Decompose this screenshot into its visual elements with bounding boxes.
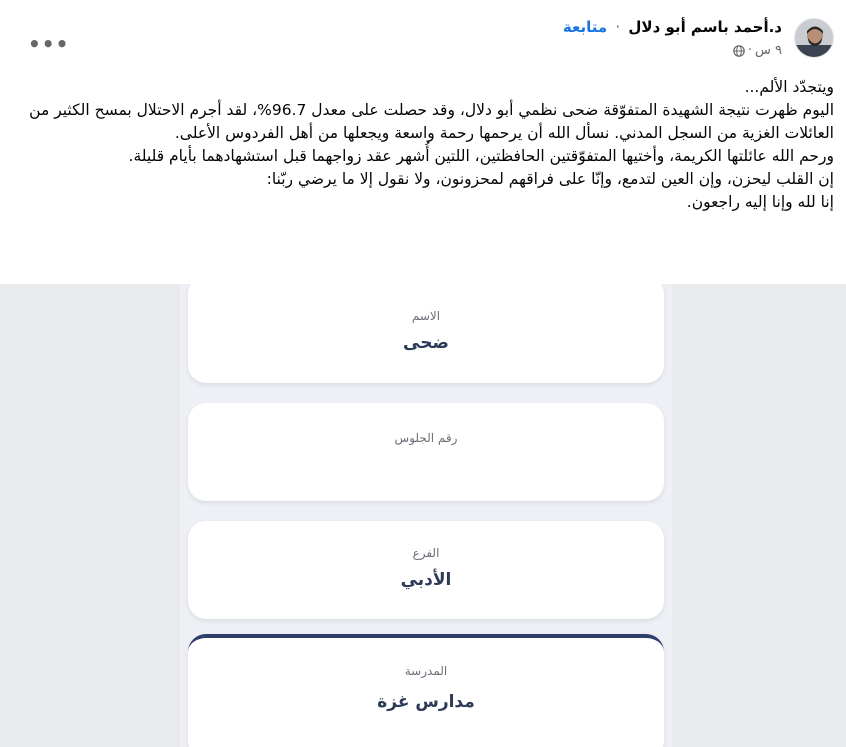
branch-label: الفرع	[412, 546, 440, 560]
post-body	[12, 76, 834, 214]
seat-number-label: رقم الجلوس	[394, 431, 458, 445]
name-value: ضحى	[403, 333, 449, 353]
post-image[interactable]	[0, 284, 846, 747]
result-screenshot	[180, 284, 672, 747]
author-avatar[interactable]	[794, 18, 834, 58]
school-label: المدرسة	[404, 664, 448, 678]
globe-icon[interactable]	[733, 45, 745, 57]
branch-value: الأدبي	[400, 570, 452, 590]
author-name[interactable]: د.أحمد باسم أبو دلال	[628, 18, 782, 36]
more-options-icon[interactable]: •••	[28, 32, 70, 56]
separator-dot: ·	[615, 18, 621, 36]
post-meta	[733, 43, 782, 58]
name-label: الاسم	[411, 309, 441, 323]
seat-number-card	[188, 403, 664, 501]
author-line	[563, 18, 782, 36]
post-text-line: إنا لله وإنا إليه راجعون.	[686, 193, 834, 211]
post-text-line: ورحم الله عائلتها الكريمة، وأختيها المتفوّقتين الحافظتين، اللتين أُشهر عقد زواجهما قبل استشهادهما بأيام قليلة.	[128, 147, 834, 165]
post-time[interactable]: ٩ س	[755, 43, 782, 58]
avatar-image	[795, 19, 834, 58]
post-header	[0, 10, 846, 66]
school-value: مدارس غزة	[377, 692, 475, 712]
post-text-line: ويتجدّد الألم...	[744, 78, 834, 96]
name-card	[188, 284, 664, 383]
post-text-line: اليوم ظهرت نتيجة الشهيدة المتفوّقة ضحى نظمي أبو دلال، وقد حصلت على معدل 96.7%، لقد أجرم الاحتلال بمسح الكثير من العائلات الغزية من السجل المدني. نسأل الله أن يرحمها رحمة واسعة ويجعلها من أهل الفردوس الأعلى.	[29, 101, 834, 142]
meta-separator: ·	[747, 43, 752, 58]
school-card	[188, 634, 664, 747]
post-text-line: إن القلب ليحزن، وإن العين لتدمع، وإنّا على فراقهم لمحزونون، ولا نقول إلا ما يرضي ربّنا:	[266, 170, 834, 188]
branch-card	[188, 521, 664, 619]
follow-button[interactable]: متابعة	[562, 18, 608, 36]
